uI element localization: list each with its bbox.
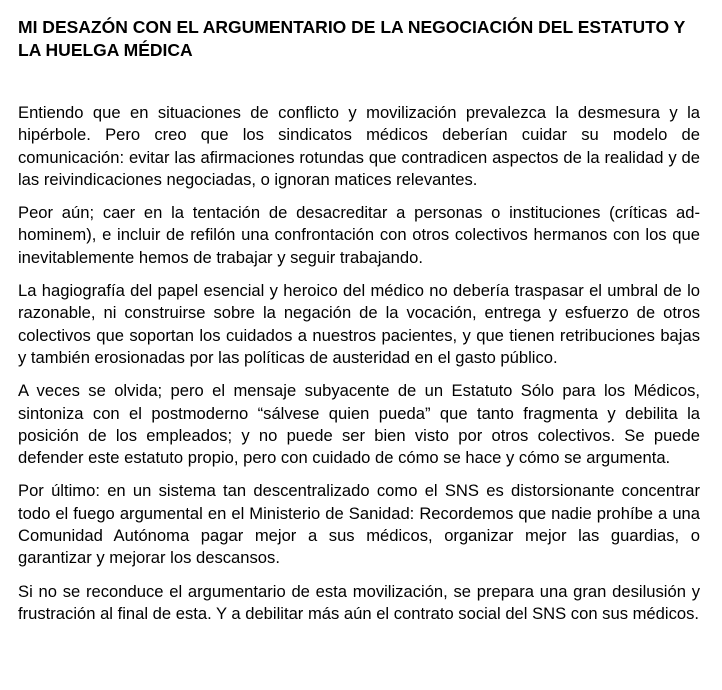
- paragraph-2: Peor aún; caer en la tentación de desacreditar a personas o instituciones (críticas ad-hominem), e incluir de refilón una confrontación con otros colectivos hermanos con los que inevitablemente hemos de trabajar y seguir trabajando.: [18, 203, 700, 267]
- paragraph-6: Si no se reconduce el argumentario de esta movilización, se prepara una gran desilusión y frustración al final de esta. Y a debilitar más aún el contrato social del SNS con sus médicos.: [18, 581, 700, 623]
- article-title: MI DESAZÓN CON EL ARGUMENTARIO DE LA NEGOCIACIÓN DEL ESTATUTO Y LA HUELGA MÉDICA: [18, 17, 685, 60]
- paragraph-5: Por último: en un sistema tan descentralizado como el SNS es distorsionante concentrar todo el fuego argumental en el Ministerio de Sanidad: Recordemos que nadie prohíbe a una Comunidad Autónoma pagar mejor a sus médicos, organizar mejor las guardias, o garantizar y mejorar los descansos.: [18, 481, 700, 568]
- paragraph-1: Entiendo que en situaciones de conflicto y movilización prevalezca la desmesura y la hipérbole. Pero creo que los sindicatos médicos deberían cuidar su modelo de comunicación: evitar las afirmaciones rotundas que contradicen aspectos de la realidad y de las reivindicaciones negociadas, o ignoran matices relevantes.: [18, 103, 700, 189]
- article: [18, 16, 700, 636]
- paragraph-4: A veces se olvida; pero el mensaje subyacente de un Estatuto Sólo para los Médicos, sintoniza con el postmoderno “sálvese quien pueda” que tanto fragmenta y debilita la posición de los empleados; y no puede ser bien visto por otros colectivos. Se puede defender este estatuto propio, pero con cuidado de cómo se hace y cómo se argumenta.: [18, 381, 700, 468]
- paragraph-3: La hagiografía del papel esencial y heroico del médico no debería traspasar el umbral de lo razonable, ni construirse sobre la negación de la vocación, entrega y esfuerzo de otros colectivos que soportan los cuidados a nuestros pacientes, y que tienen retribuciones bajas y también erosionadas por las políticas de austeridad en el gasto público.: [18, 281, 700, 367]
- article-body: [18, 102, 700, 625]
